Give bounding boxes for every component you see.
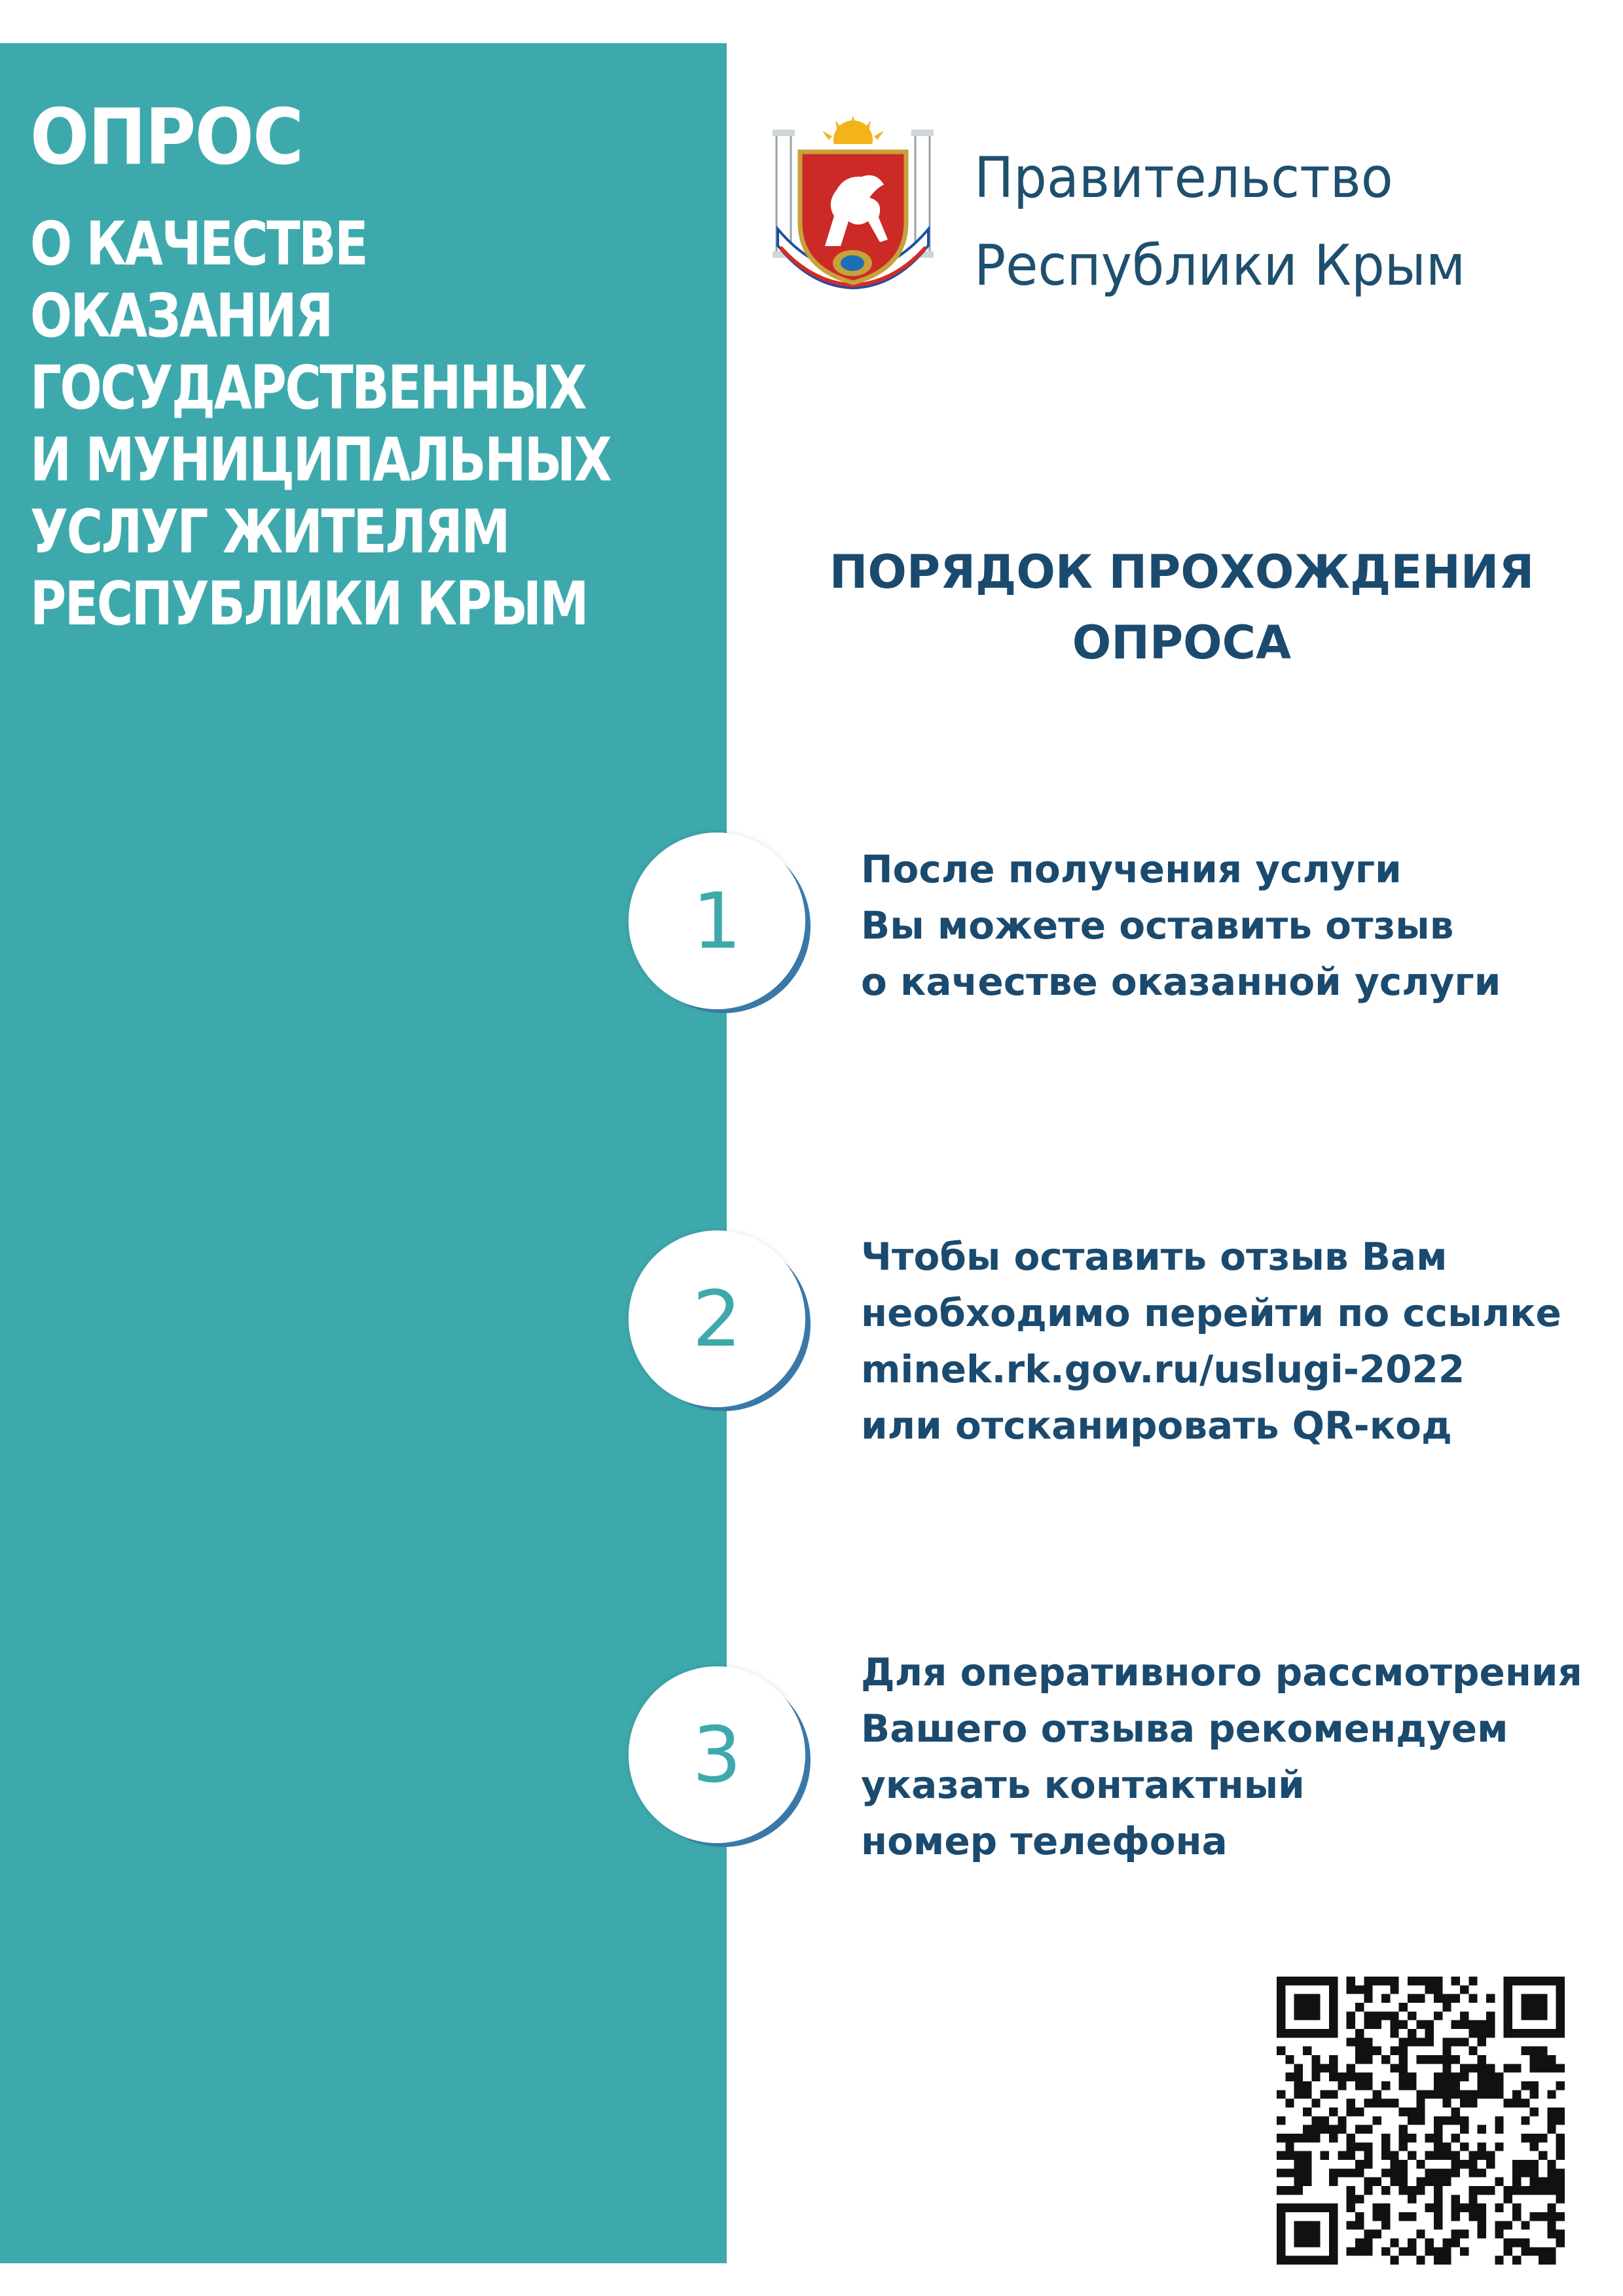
step-number-circle (629, 1230, 805, 1407)
step-text-line: номер телефона (861, 1819, 1228, 1863)
step-number: 1 (692, 876, 742, 966)
survey-subtitle-line: ГОСУДАРСТВЕННЫХ (30, 353, 586, 423)
step-text-line: или отсканировать QR-код (861, 1403, 1452, 1448)
survey-subtitle-line: ОКАЗАНИЯ (30, 281, 332, 351)
survey-title: ОПРОС (30, 92, 303, 182)
step-text-line: необходимо перейти по ссылке (861, 1291, 1561, 1335)
step-text-line: Для оперативного рассмотрения (861, 1650, 1582, 1695)
procedure-title (740, 537, 1623, 678)
government-name-line: Правительство (974, 145, 1393, 211)
government-name-line: Республики Крым (974, 233, 1466, 298)
step-text-line: указать контактный (861, 1763, 1305, 1807)
survey-subtitle (30, 208, 674, 640)
step-description (861, 1644, 1601, 1869)
step-text-line: Чтобы оставить отзыв Вам (861, 1234, 1448, 1279)
procedure-title-line: ПОРЯДОК ПРОХОЖДЕНИЯ (829, 545, 1535, 599)
crimea-coat-of-arms-icon (771, 111, 935, 308)
step-number-circle (629, 833, 805, 1009)
step-description (861, 1229, 1601, 1454)
step-text-line: После получения услуги (861, 847, 1402, 891)
survey-subtitle-line: УСЛУГ ЖИТЕЛЯМ (30, 497, 509, 567)
step-text-line: Вы можете оставить отзыв (861, 903, 1454, 948)
survey-subtitle-line: РЕСПУБЛИКИ КРЫМ (30, 569, 588, 639)
step-number: 2 (692, 1274, 742, 1364)
procedure-title-line: ОПРОСА (1072, 616, 1292, 670)
step-text-line: о качестве оказанной услуги (861, 960, 1501, 1004)
step-description (861, 841, 1601, 1010)
government-name (974, 134, 1465, 310)
survey-link[interactable]: minek.rk.gov.ru/uslugi-2022 (861, 1347, 1465, 1391)
survey-subtitle-line: О КАЧЕСТВЕ (30, 209, 367, 279)
step-number: 3 (692, 1710, 742, 1800)
qr-code-icon[interactable] (1277, 1977, 1565, 2265)
step-text-line: Вашего отзыва рекомендуем (861, 1706, 1508, 1751)
step-number-circle (629, 1666, 805, 1843)
survey-subtitle-line: И МУНИЦИПАЛЬНЫХ (30, 425, 611, 495)
